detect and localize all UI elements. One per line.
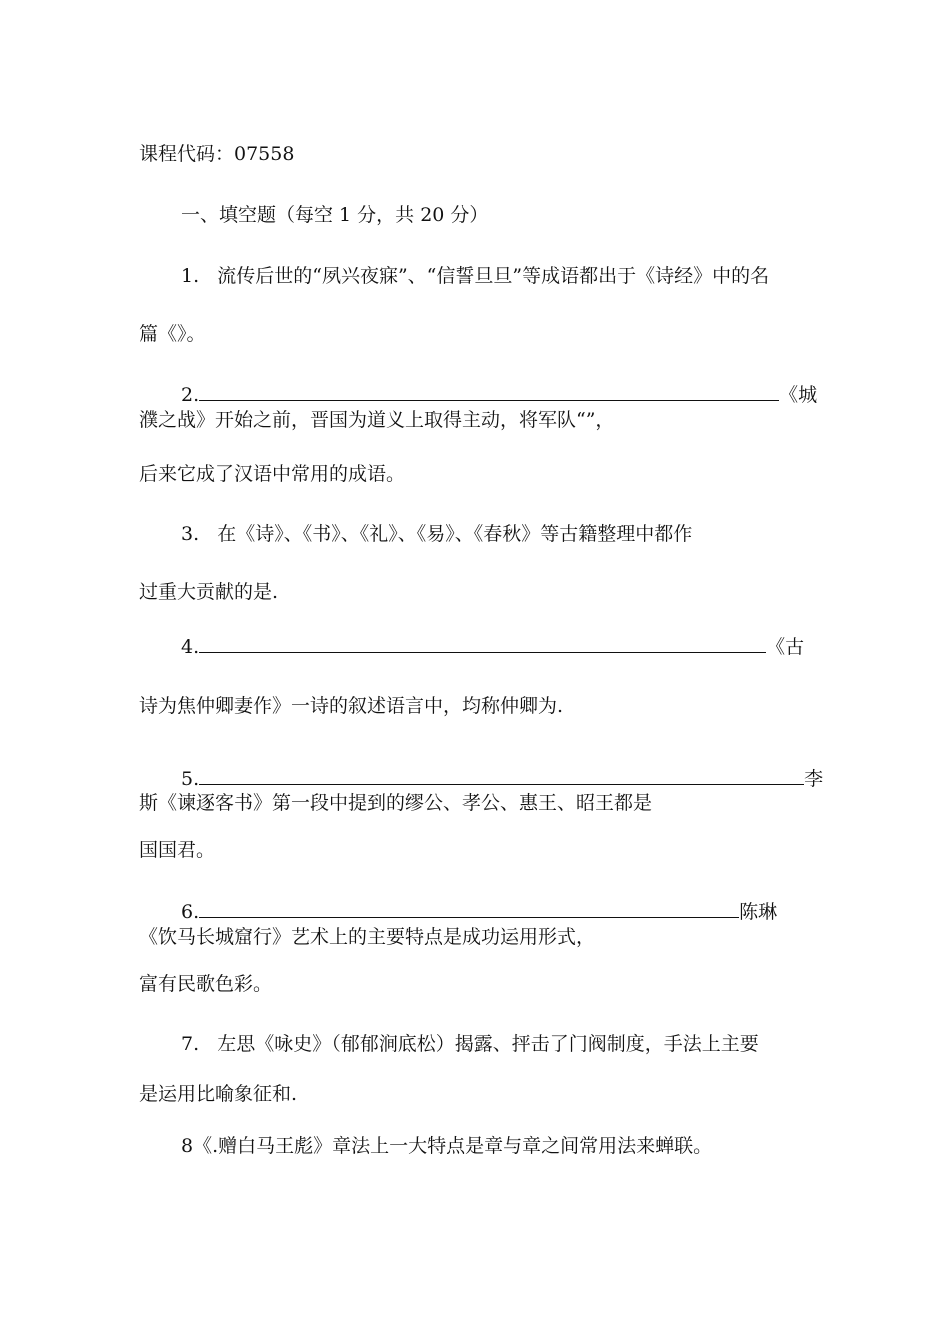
question-6-blank: [199, 899, 739, 918]
question-2-line-2: 濮之战》开始之前，晋国为道义上取得主动，将军队“”，: [139, 409, 615, 431]
question-5-tail: 李: [804, 768, 824, 790]
course-code: 课程代码：07558: [139, 143, 295, 165]
question-4-line-2: 诗为焦仲卿妻作》一诗的叙述语言中，均称仲卿为.: [139, 695, 564, 717]
question-2-tail: 《城: [779, 384, 818, 406]
question-5-line-2: 斯《谏逐客书》第一段中提到的缪公、孝公、惠王、昭王都是: [139, 792, 653, 814]
question-3-line-1: 3. 在《诗》、《书》、《礼》、《易》、《春秋》等古籍整理中都作: [181, 523, 693, 545]
question-5-number: 5.: [181, 768, 200, 790]
question-6-line-2: 《饮马长城窟行》艺术上的主要特点是成功运用形式，: [139, 926, 596, 948]
question-3-line-2: 过重大贡献的是.: [139, 581, 279, 603]
section-title: 一、填空题（每空 1 分，共 20 分）: [181, 204, 489, 226]
question-6-tail: 陈琳: [739, 901, 778, 923]
question-5-blank: [199, 766, 804, 785]
question-6-line-3: 富有民歌色彩。: [139, 973, 273, 995]
question-6-line-1: [181, 899, 777, 924]
question-2-line-1: [181, 382, 817, 407]
question-6-number: 6.: [181, 901, 200, 923]
question-5-line-3: 国国君。: [139, 839, 216, 861]
question-4-line-1: [181, 634, 804, 659]
question-2-blank: [199, 382, 779, 401]
question-4-blank: [199, 634, 766, 653]
question-4-number: 4.: [181, 636, 200, 658]
question-7-line-2: 是运用比喻象征和.: [139, 1083, 298, 1105]
question-8-line-1: 8《.赠白马王彪》章法上一大特点是章与章之间常用法来蝉联。: [181, 1135, 713, 1157]
question-7-line-1: 7. 左思《咏史》（郁郁涧底松）揭露、抨击了门阀制度，手法上主要: [181, 1033, 759, 1055]
question-5-line-1: [181, 766, 823, 791]
question-1-line-1: 1. 流传后世的“夙兴夜寐”、“信誓旦旦”等成语都出于《诗经》中的名: [181, 265, 770, 287]
question-2-number: 2.: [181, 384, 200, 406]
question-1-line-2: 篇《》。: [139, 323, 206, 345]
question-4-tail: 《古: [766, 636, 805, 658]
question-2-line-3: 后来它成了汉语中常用的成语。: [139, 463, 406, 485]
